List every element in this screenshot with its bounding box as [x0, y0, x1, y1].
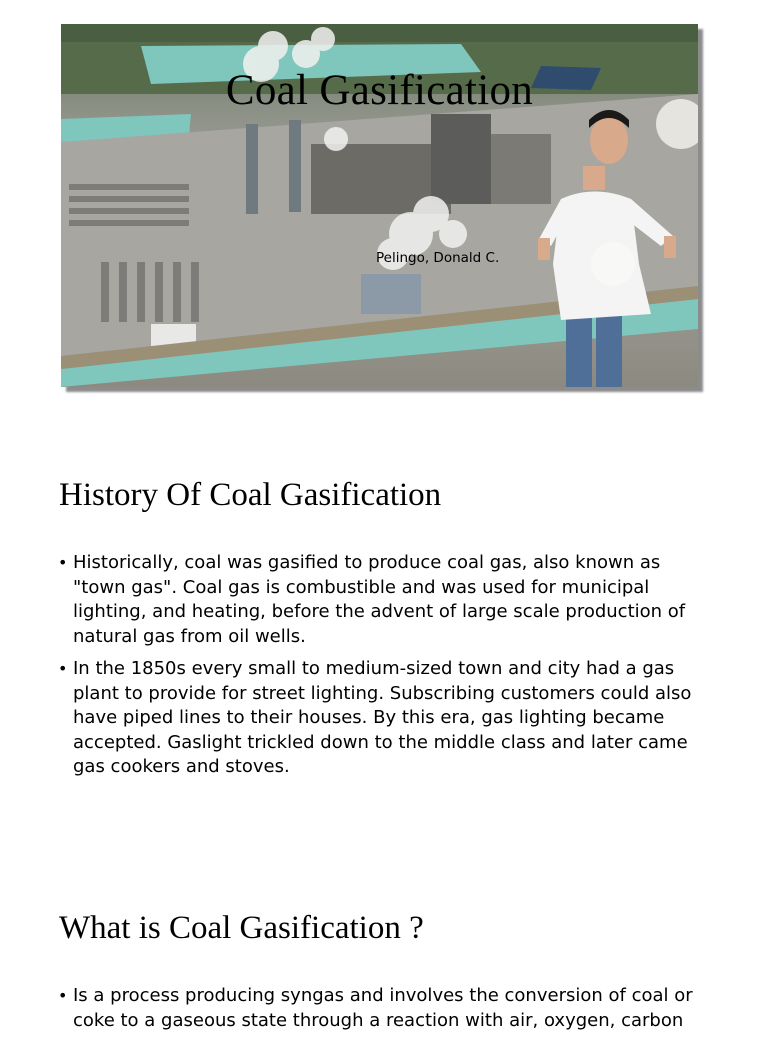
bullet-text: In the 1850s every small to medium-sized town and city had a gas plant to provide for street lighting. Subscribing customers could also have piped lines to their houses. By this era, gas lighting became accepted. Gaslight trickled down to the middle class and later came gas cookers and stoves. [73, 658, 692, 777]
slide-title: Coal Gasification [225, 67, 534, 114]
author-name: Pelingo, Donald C. [376, 250, 500, 266]
bullet-icon: • [58, 553, 68, 572]
list-item [58, 551, 708, 649]
bullet-text: Is a process producing syngas and involves the conversion of coal or coke to a gaseous state through a reaction with air, oxygen, carbon [73, 985, 693, 1031]
title-slide [61, 24, 698, 387]
bullet-text: Historically, coal was gasified to produce coal gas, also known as "town gas". Coal gas is combustible and was used for municipal lighting, and heating, before the advent of large scale production of natural gas from oil wells. [73, 552, 686, 647]
definition-bullet-list [58, 984, 708, 1041]
list-item [58, 984, 708, 1033]
history-bullet-list [58, 551, 708, 788]
bullet-icon: • [58, 659, 68, 678]
history-heading: History Of Coal Gasification [59, 477, 442, 513]
bullet-icon: • [58, 986, 68, 1005]
list-item [58, 657, 708, 780]
definition-heading: What is Coal Gasification ? [59, 910, 424, 946]
